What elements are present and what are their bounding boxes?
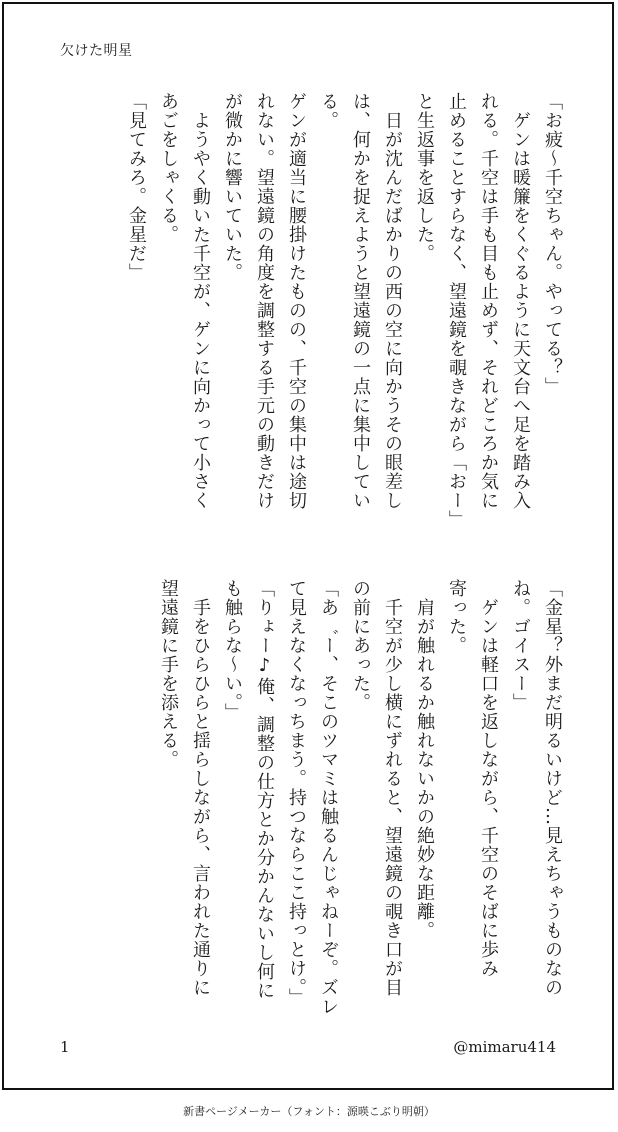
text-column: は、何かを捉えようと望遠鏡の一点に集中してい xyxy=(350,92,371,510)
text-column: 「見てみろ。金星だ」 xyxy=(126,92,147,282)
text-column: あごをしゃくる。 xyxy=(158,92,179,244)
text-column: ゲンは暖簾をくぐるように天文台へ足を踏み入 xyxy=(510,92,531,510)
text-column: と生返事を返した。 xyxy=(414,92,435,263)
text-column: 望遠鏡に手を添える。 xyxy=(158,579,179,769)
text-column: ゲンは軽口を返しながら、千空のそばに歩み xyxy=(478,579,499,978)
text-column: 止めることすらなく、望遠鏡を覗きながら「おー」 xyxy=(446,92,467,529)
text-column: 日が沈んだばかりの西の空に向かうその眼差し xyxy=(382,92,403,510)
text-column: 「金星？外まだ明るいけど…見えちゃうものなの xyxy=(542,579,563,997)
text-column: れる。千空は手も目も止めず、それどころか気に xyxy=(478,92,499,510)
text-column: ゲンが適当に腰掛けたものの、千空の集中は途切 xyxy=(286,92,307,510)
text-column: 「りょー♪俺、調整の仕方とか分かんないし何に xyxy=(254,579,275,1000)
text-column: が微かに響いていた。 xyxy=(222,92,243,282)
text-column: 寄った。 xyxy=(446,579,467,655)
page-number: 1 xyxy=(60,1038,70,1056)
text-column: ね。ゴイスー」 xyxy=(510,579,531,712)
text-column: ようやく動いた千空が、ゲンに向かって小さく xyxy=(190,92,211,510)
text-column: 手をひらひらと揺らしながら、言われた通りに xyxy=(190,579,211,997)
text-column: て見えなくなっちまう。持つならここ持っとけ。」 xyxy=(286,579,307,1007)
text-column: 「あ゛ー、そこのツマミは触るんじゃねーぞ。ズレ xyxy=(318,579,339,1016)
footer-credit: 新書ページメーカー（フォント：源暎こぶり明朝） xyxy=(183,1105,435,1118)
page-title: 欠けた明星 xyxy=(60,43,133,59)
text-column: 千空が少し横にずれると、望遠鏡の覗き口が目 xyxy=(382,579,403,997)
author-handle: @mimaru414 xyxy=(453,1038,556,1056)
text-column: れない。望遠鏡の角度を調整する手元の動きだけ xyxy=(254,92,275,510)
lower-text-block xyxy=(152,579,568,1016)
text-column: の前にあった。 xyxy=(350,579,371,712)
page-frame xyxy=(2,2,614,1090)
text-column: 肩が触れるか触れないかの絶妙な距離。 xyxy=(414,579,435,940)
text-column: る。 xyxy=(318,92,339,130)
upper-text-block xyxy=(120,92,568,562)
text-column: も触らな〜い。」 xyxy=(222,579,243,722)
text-column: 「お疲〜千空ちゃん。やってる？」 xyxy=(542,92,563,396)
